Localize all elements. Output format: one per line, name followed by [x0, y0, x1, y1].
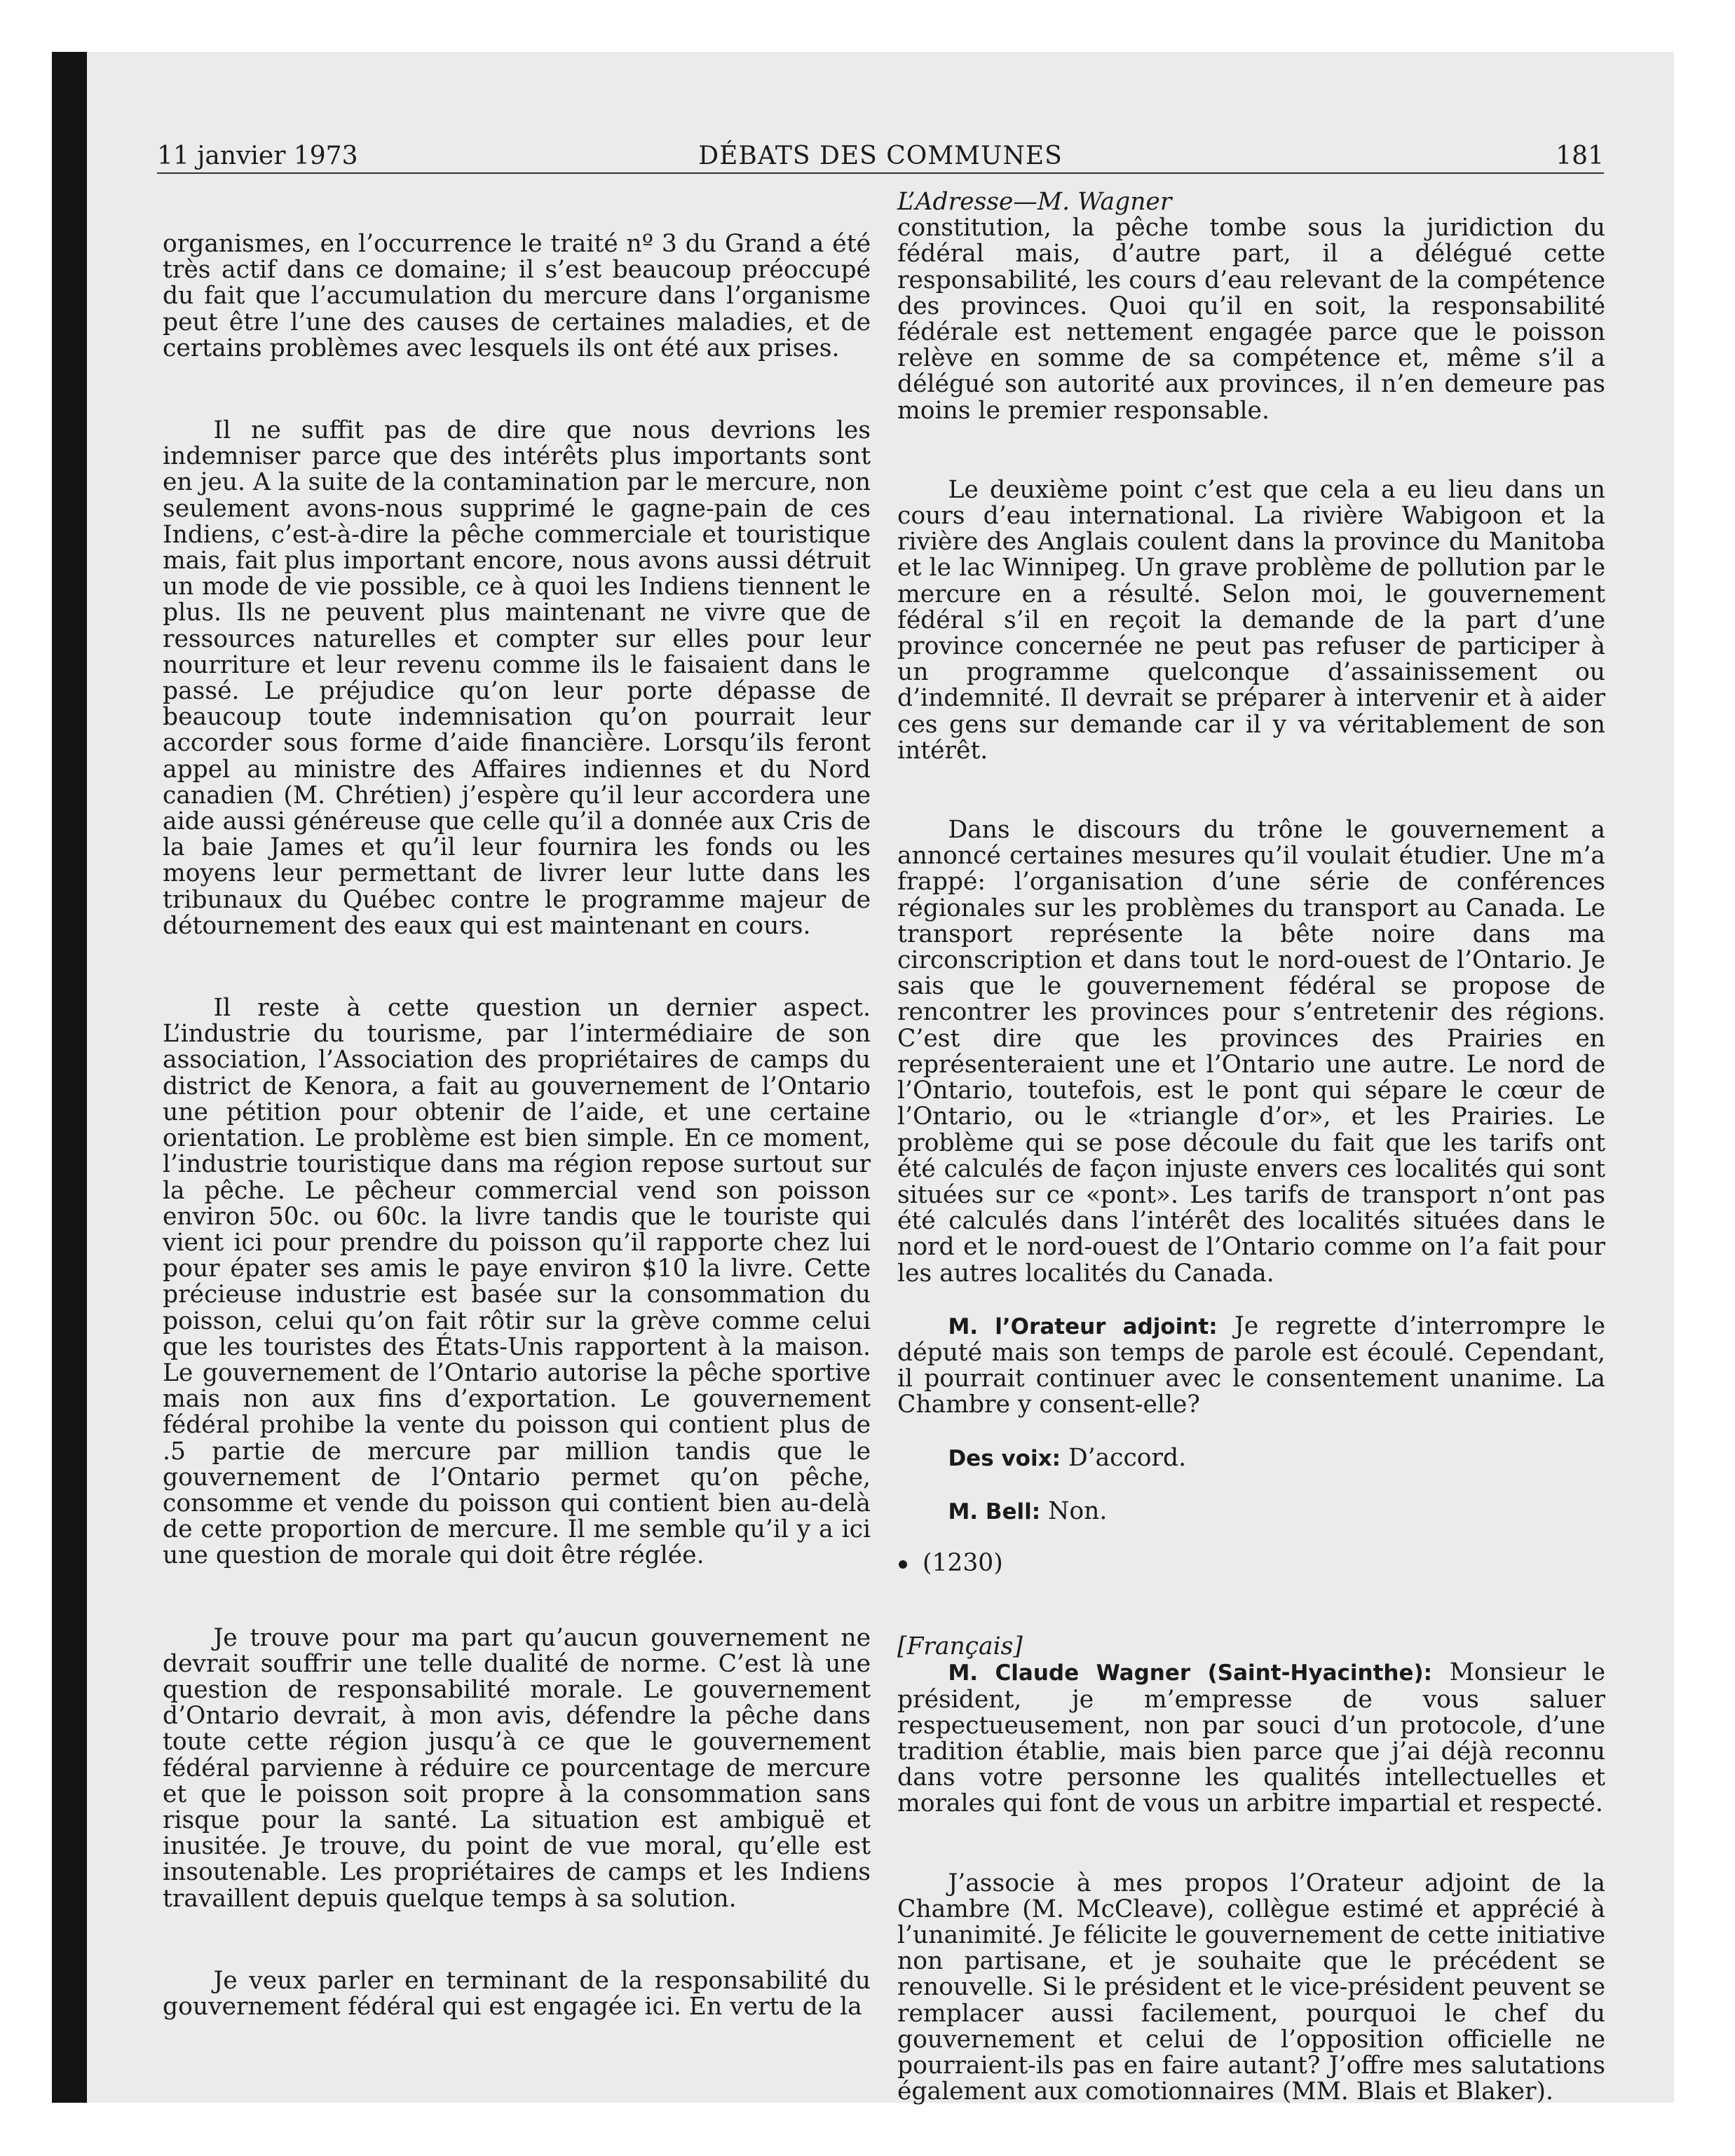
paragraph: Je veux parler en terminant de la responsabilité du gouvernement fédéral qui est engagée ici. En vertu de la: [163, 1966, 871, 2021]
time-text: (1230): [923, 1548, 1003, 1577]
speaker-name: Des voix:: [948, 1445, 1061, 1471]
language-marker: [Français]: [897, 1632, 1023, 1661]
speech-deputy-speaker: [897, 1311, 1605, 1419]
paragraph: Il reste à cette question un dernier aspect. L’industrie du tourisme, par l’intermédiaire de son association, l’Association des propriétaires de camps du district de Kenora, a fait au gouvernement de l’Ontario une pétition pour obtenir de l’aide, et une certaine orientation. Le problème est bien simple. En ce moment, l’industrie touristique dans ma région repose surtout sur la pêche. Le pêcheur commercial vend son poisson environ 50c. ou 60c. la livre tandis que le touriste qui vient ici pour prendre du poisson qu’il rapporte chez lui pour épater ses amis le paye environ $10 la livre. Cette précieuse industrie est basée sur la consommation du poisson, celui qu’on fait rôtir sur la grève comme celui que les touristes des États-Unis rapportent à la maison. Le gouvernement de l’Ontario autorise la pêche sportive mais non aux fins d’exportation. Le gouvernement fédéral prohibe la vente du poisson qui contient plus de .5 partie de mercure par million tandis que le gouvernement de l’Ontario permet qu’on pêche, consomme et vende du poisson qui contient bien au-delà de cette proportion de mercure. Il me semble qu’il y a ici une question de morale qui doit être réglée.: [163, 994, 871, 1570]
bullet-icon: [899, 1560, 907, 1569]
speech-voices: [897, 1445, 1605, 1472]
speaker-name: M. l’Orateur adjoint:: [948, 1314, 1218, 1339]
page-number: 181: [1556, 142, 1604, 170]
paragraph: Il ne suffit pas de dire que nous devrions les indemniser parce que des intérêts plus importants sont en jeu. A la suite de la contamination par le mercure, non seulement avons-nous supprimé le gagne-pain de ces Indiens, c’est-à-dire la pêche commerciale et touristique mais, fait plus important encore, nous avons aussi détruit un mode de vie possible, ce à quoi les Indiens tiennent le plus. Ils ne peuvent plus maintenant ne vivre que de ressources naturelles et compter sur elles pour leur nourriture et leur revenu comme ils le faisaient dans le passé. Le préjudice qu’on leur porte dépasse de beaucoup toute indemnisation qu’on pourrait leur accorder sous forme d’aide financière. Lorsqu’ils feront appel au ministre des Affaires indiennes et du Nord canadien (M. Chrétien) j’espère qu’il leur accordera une aide aussi généreuse que celle qu’il a donnée aux Cris de la baie James et qu’il leur fournira les fonds ou les moyens leur permettant de livrer leur lutte dans les tribunaux du Québec contre le programme majeur de détournement des eaux qui est maintenant en cours.: [163, 416, 871, 940]
speaker-name: M. Bell:: [948, 1499, 1041, 1524]
left-column: [163, 189, 871, 2020]
header-title: DÉBATS DES COMMUNES: [698, 142, 1063, 170]
paragraph: Le deuxième point c’est que cela a eu lieu dans un cours d’eau international. La rivière Wabigoon et la rivière des Anglais coulent dans la province du Manitoba et le lac Winnipeg. Un grave problème de pollution par le mercure en a résulté. Selon moi, le gouvernement fédéral s’il en reçoit la demande de la part d’une province concernée ne peut pas refuser de participer à un programme quelconque d’assainissement ou d’indemnité. Il devrait se préparer à intervenir et à aider ces gens sur demande car il y va véritablement de son intérêt.: [897, 475, 1605, 765]
speech-text: Monsieur le président, je m’empresse de vous saluer respectueusement, non par souci d’un protocole, d’une tradition établie, mais bien parce que j’ai déjà reconnu dans votre personne les qualités intellectuelles et morales qui font de vous un arbitre impartial et respecté.: [897, 1658, 1606, 1818]
speech-text: Non.: [1048, 1496, 1108, 1525]
page-header: [157, 140, 1604, 174]
header-date: 11 janvier 1973: [157, 142, 358, 170]
paragraph: J’associe à mes propos l’Orateur adjoint de la Chambre (M. McCleave), collègue estimé et apprécié à l’unanimité. Je félicite le gouvernement de cette initiative non partisane, et je souhaite que le précédent se renouvelle. Si le président et le vice-président peuvent se remplacer aussi facilement, pourquoi le chef du gouvernement et celui de l’opposition officielle ne pourraient-ils pas en faire autant? J’offre mes salutations également aux comotionnaires (MM. Blais et Blaker).: [897, 1869, 1605, 2106]
paragraph: organismes, en l’occurrence le traité nº 3 du Grand a été très actif dans ce domaine; il s’est beaucoup préoccupé du fait que l’accumulation du mercure dans l’organisme peut être l’une des causes de certaines maladies, et de certains problèmes avec lesquels ils ont été aux prises.: [163, 230, 871, 362]
speech-text: D’accord.: [1068, 1443, 1187, 1472]
speech-bell: [897, 1496, 1605, 1525]
paragraph: Je trouve pour ma part qu’aucun gouvernement ne devrait souffrir une telle dualité de norme. C’est là une question de responsabilité morale. Le gouvernement d’Ontario devrait, à mon avis, défendre la pêche dans toute cette région jusqu’à ce que le gouvernement fédéral parvienne à réduire ce pourcentage de mercure et que le poisson soit propre à la consommation sans risque pour la santé. La situation est ambiguë et inusitée. Je trouve, du point de vue moral, qu’elle est insoutenable. Les propriétaires de camps et les Indiens travaillent depuis quelque temps à sa solution.: [163, 1623, 871, 1913]
speaker-name: M. Claude Wagner (Saint-Hyacinthe):: [948, 1660, 1433, 1686]
speech-text: Je regrette d’interrompre le député mais son temps de parole est écoulé. Cependant, il pourrait continuer avec le consentement unanime. La Chambre y consent-elle?: [897, 1311, 1605, 1419]
time-marker: [897, 1550, 1605, 1576]
running-head: L’Adresse—M. Wagner: [897, 188, 1172, 216]
paragraph: constitution, la pêche tombe sous la juridiction du fédéral mais, d’autre part, il a délégué cette responsabilité, les cours d’eau relevant de la compétence des provinces. Quoi qu’il en soit, la responsabilité fédérale est nettement engagée parce que le poisson relève en somme de sa compétence et, même s’il a délégué son autorité aux provinces, il n’en demeure pas moins le premier responsable.: [897, 214, 1605, 425]
scan-edge: [52, 52, 87, 2103]
right-column: [897, 189, 1605, 2105]
speech-wagner: [897, 1660, 1605, 1817]
paragraph: Dans le discours du trône le gouvernement a annoncé certaines mesures qu’il voulait étudier. Une m’a frappé: l’organisation d’une série de conférences régionales sur les problèmes du transport au Canada. Le transport représente la bête noire dans ma circonscription et dans tout le nord-ouest de l’Ontario. Je sais que le gouvernement fédéral se propose de rencontrer les provinces pour s’entretenir des régions. C’est dire que les provinces des Prairies en représenteraient une et l’Ontario une autre. Le nord de l’Ontario, toutefois, est le pont qui sépare le cœur de l’Ontario, ou le «triangle d’or», et les Prairies. Le problème qui se pose découle du fait que les tarifs ont été calculés de façon injuste envers ces localités qui sont situées sur ce «pont». Les tarifs de transport n’ont pas été calculés dans l’intérêt des localités situées dans le nord et le nord-ouest de l’Ontario comme on l’a fait pour les autres localités du Canada.: [897, 816, 1605, 1288]
